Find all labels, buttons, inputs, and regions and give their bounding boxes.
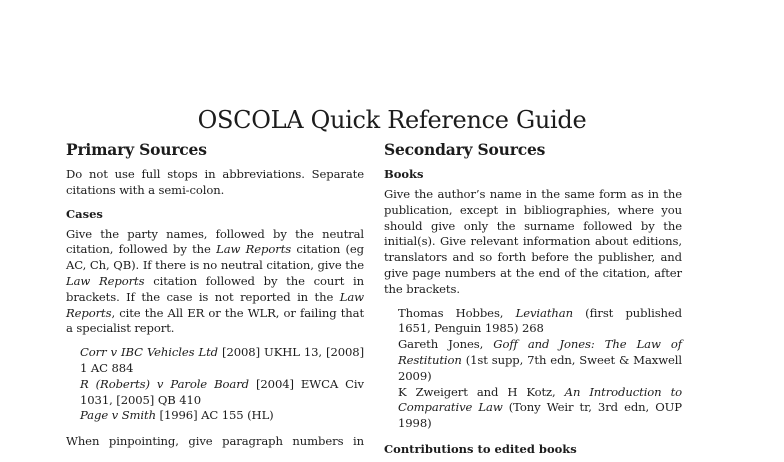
case-citation: [80, 377, 364, 409]
case-citation: [80, 345, 364, 377]
cases-text-1: Give the party names, followed by the neutral citation, followed by the: [66, 226, 364, 257]
primary-intro: Do not use full stops in abbreviations. Separate citations with a semi-colon.: [66, 167, 364, 197]
book-details: (1st supp, 7th edn, Sweet & Maxwell 2009): [398, 352, 682, 383]
book-details: (Tony Weir tr, 3rd edn, OUP 1998): [398, 400, 682, 431]
secondary-sources-heading: Secondary Sources: [384, 140, 546, 159]
case-name: Page v Smith: [80, 408, 156, 423]
case-citation: [80, 408, 364, 424]
book-citation: [398, 385, 682, 432]
case-examples: [80, 345, 364, 424]
pinpoint-paragraph: When pinpointing, give paragraph numbers in: [66, 434, 364, 449]
law-reports-term-2: Law Reports: [66, 273, 145, 288]
book-citation: [398, 337, 682, 384]
book-citation: [398, 306, 682, 338]
books-heading: Books: [384, 167, 424, 181]
case-name: Corr v IBC Vehicles Ltd: [80, 345, 219, 360]
contributions-heading: Contributions to edited books: [384, 441, 577, 456]
case-reference: [2008] UKHL 13, [2008] 1 AC 884: [80, 345, 364, 375]
page-title: OSCOLA Quick Reference Guide: [197, 106, 587, 134]
book-title: Goff and Jones: The Law of Restitution: [398, 337, 682, 367]
case-reference: [2004] EWCA Civ 1031, [2005] QB 410: [80, 376, 364, 407]
primary-sources-heading: Primary Sources: [66, 140, 207, 159]
law-reports-term-1: Law Reports: [216, 242, 292, 257]
book-details: (first published 1651, Penguin 1985) 268: [398, 305, 682, 336]
cases-heading: Cases: [66, 206, 103, 221]
book-title: Leviathan: [515, 305, 573, 320]
case-name: R (Roberts) v Parole Board: [80, 376, 249, 391]
books-paragraph: Give the author’s name in the same form as in the publication, except in bibliographies, where you should give only the surname followed by the initial(s). Give relevant information about editions, translators and so forth before the publisher, and give page numbers at the end of the citation, after the brackets.: [384, 187, 682, 296]
book-author: K Zweigert and H Kotz,: [398, 384, 565, 399]
book-examples: [398, 306, 682, 432]
cases-text-3: citation followed by the court in brackets. If the case is not reported in the: [66, 273, 364, 304]
case-reference: [1996] AC 155 (HL): [155, 408, 274, 423]
cases-text-2: citation (eg AC, Ch, QB). If there is no neutral citation, give the: [66, 242, 365, 273]
secondary-sources-column: [384, 140, 682, 462]
cases-text-4: , cite the All ER or the WLR, or failing that a specialist report.: [66, 305, 364, 336]
primary-sources-column: [66, 140, 364, 458]
book-author: Gareth Jones,: [398, 337, 494, 352]
law-reports-term-3: Law Reports: [66, 289, 364, 320]
book-title: An Introduction to Comparative Law: [398, 384, 683, 415]
book-author: Thomas Hobbes,: [398, 305, 516, 320]
cases-paragraph: [66, 227, 364, 338]
